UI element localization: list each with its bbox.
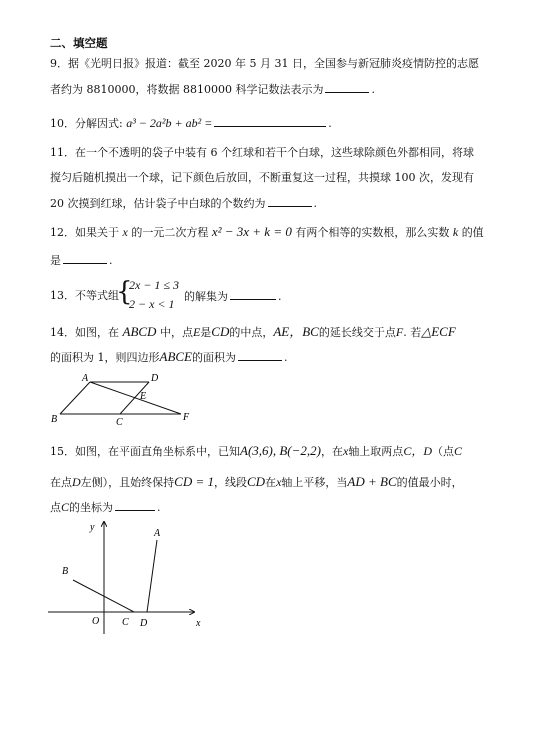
q15-text-k: 点	[50, 501, 61, 514]
section-title: 二、填空题	[50, 36, 108, 50]
q11-answer-blank	[268, 196, 312, 207]
q14-end: .	[284, 351, 288, 364]
q15-x2: x	[276, 475, 282, 489]
q13-inequality-2: 2 − x < 1	[129, 297, 175, 311]
q15-cd: CD	[247, 474, 266, 489]
q14-quad: ABCE	[159, 349, 192, 364]
q12-x: x	[122, 225, 128, 239]
q14-segment-ab	[60, 382, 90, 414]
q9-line1: 9．据《光明日报》报道：截至 2020 年 5 月 31 日，全国参与新冠肺炎疫情防控的志愿	[50, 57, 479, 70]
q14-figure	[48, 370, 208, 430]
q11-line3	[50, 196, 317, 211]
q12-text-a: 12．如果关于	[50, 226, 119, 239]
q15-d: D	[72, 475, 81, 489]
q15-cd-pts: C，D	[403, 444, 432, 458]
q15-label-b: B	[62, 566, 69, 577]
q10-expression: a³ − 2a²b + ab² =	[126, 116, 213, 130]
q14-line1	[50, 325, 456, 340]
q15-text-e: 在点	[50, 476, 72, 489]
q10-line	[50, 116, 332, 131]
q13-suffix-line	[184, 289, 282, 304]
q14-f: F	[395, 325, 404, 339]
q12-end: .	[109, 254, 113, 267]
q15-x: x	[342, 444, 349, 458]
q14-segment-af	[90, 382, 181, 414]
q14-text-f: . 若	[403, 326, 422, 339]
q11-line2: 搅匀后随机摸出一个球，记下颜色后放回，不断重复这一过程，共摸球 100 次，发现有	[50, 171, 474, 184]
q12-line1	[50, 225, 484, 240]
q14-text-c: 是	[200, 326, 212, 339]
q14-line2	[50, 350, 288, 365]
q15-label-d: D	[140, 618, 148, 629]
q14-text-e: 的延长线交于点	[318, 326, 396, 339]
q14-label-b: B	[51, 414, 58, 425]
q15-text-d: （点	[431, 445, 454, 458]
q12-equation: x² − 3x + k = 0	[211, 224, 292, 239]
q15-text-i: 轴上平移，当	[281, 476, 348, 489]
q15-label-o: O	[92, 616, 100, 627]
q13-answer-blank	[230, 289, 276, 300]
q13-prefix: 13．不等式组	[50, 289, 119, 302]
q13-inequality-1: 2x − 1 ≤ 3	[129, 278, 180, 292]
q15-answer-blank	[115, 500, 155, 511]
q14-label-e: E	[140, 391, 147, 402]
q11-line1: 11．在一个不透明的袋子中装有 6 个红球和若干个白球，这些球除颜色外都相同，将球	[50, 146, 474, 159]
q15-label-x: x	[196, 618, 201, 629]
q11-end: .	[313, 197, 317, 210]
q14-cd: CD	[211, 324, 230, 339]
q9-end: .	[371, 83, 375, 96]
q14-parallelogram: ABCD	[122, 324, 157, 339]
q14-answer-blank	[238, 350, 282, 361]
q15-line3	[50, 500, 161, 515]
q15-text-j: 的值最小时，	[396, 476, 463, 489]
q14-label-c: C	[116, 417, 123, 428]
q12-k: k	[452, 225, 459, 239]
q15-text-b: ，在	[320, 445, 343, 458]
q15-text-f: 左侧），且始终保持	[80, 476, 175, 489]
q14-label-d: D	[151, 373, 159, 384]
q13-suffix: 的解集为	[184, 290, 228, 303]
q11-text: 20 次摸到红球，估计袋子中白球的个数约为	[50, 197, 266, 210]
q15-c-end: C	[453, 444, 462, 458]
q14-label-a: A	[82, 373, 89, 384]
q9-text: 者约为 8810000，将数据 8810000 科学记数法表示为	[50, 83, 324, 96]
q12-text-d: 的值	[461, 226, 484, 239]
q13-brace: {	[116, 277, 133, 307]
q15-cd-eq: CD = 1	[174, 474, 215, 489]
q15-label-y: y	[90, 522, 95, 533]
q15-c: C	[61, 500, 70, 514]
q12-text-c: 有两个相等的实数根，那么实数	[295, 226, 450, 239]
q10-end: .	[328, 117, 332, 130]
q14-label-f: F	[183, 412, 190, 423]
q12-text-e: 是	[50, 254, 61, 267]
q14-triangle: △ECF	[421, 324, 456, 339]
q15-text-a: 15．如图，在平面直角坐标系中，已知	[50, 445, 240, 458]
q14-e: E	[192, 325, 201, 339]
q9-line2	[50, 82, 375, 97]
q15-line1	[50, 444, 462, 459]
q15-text-c: 轴上取两点	[348, 445, 404, 458]
q14-text-g: 的面积为 1，则四边形	[50, 351, 160, 364]
q12-answer-blank	[63, 253, 107, 264]
q15-label-a: A	[154, 528, 161, 539]
q12-line2	[50, 253, 113, 268]
q15-label-c: C	[122, 617, 129, 628]
q14-text-a: 14．如图，在	[50, 326, 119, 339]
q10-prefix: 10．分解因式:	[50, 117, 123, 130]
q10-answer-blank	[214, 116, 326, 127]
q15-figure	[44, 518, 224, 638]
q15-segment-ad	[147, 540, 157, 612]
q15-points: A(3,6), B(−2,2)	[240, 443, 321, 458]
q14-text-d: 的中点，	[229, 326, 274, 339]
q14-ae-bc: AE，BC	[273, 324, 319, 339]
q15-text-g: ，线段	[214, 476, 248, 489]
q15-end: .	[157, 501, 161, 514]
q15-line2	[50, 475, 463, 490]
q14-text-b: 中，点	[159, 326, 193, 339]
q15-text-l: 的坐标为	[69, 501, 114, 514]
q12-text-b: 的一元二次方程	[131, 226, 209, 239]
q15-text-h: 在	[265, 476, 277, 489]
q15-sum: AD + BC	[347, 474, 397, 489]
q13-end: .	[278, 290, 282, 303]
q14-text-h: 的面积为	[192, 351, 236, 364]
q9-answer-blank	[325, 82, 369, 93]
